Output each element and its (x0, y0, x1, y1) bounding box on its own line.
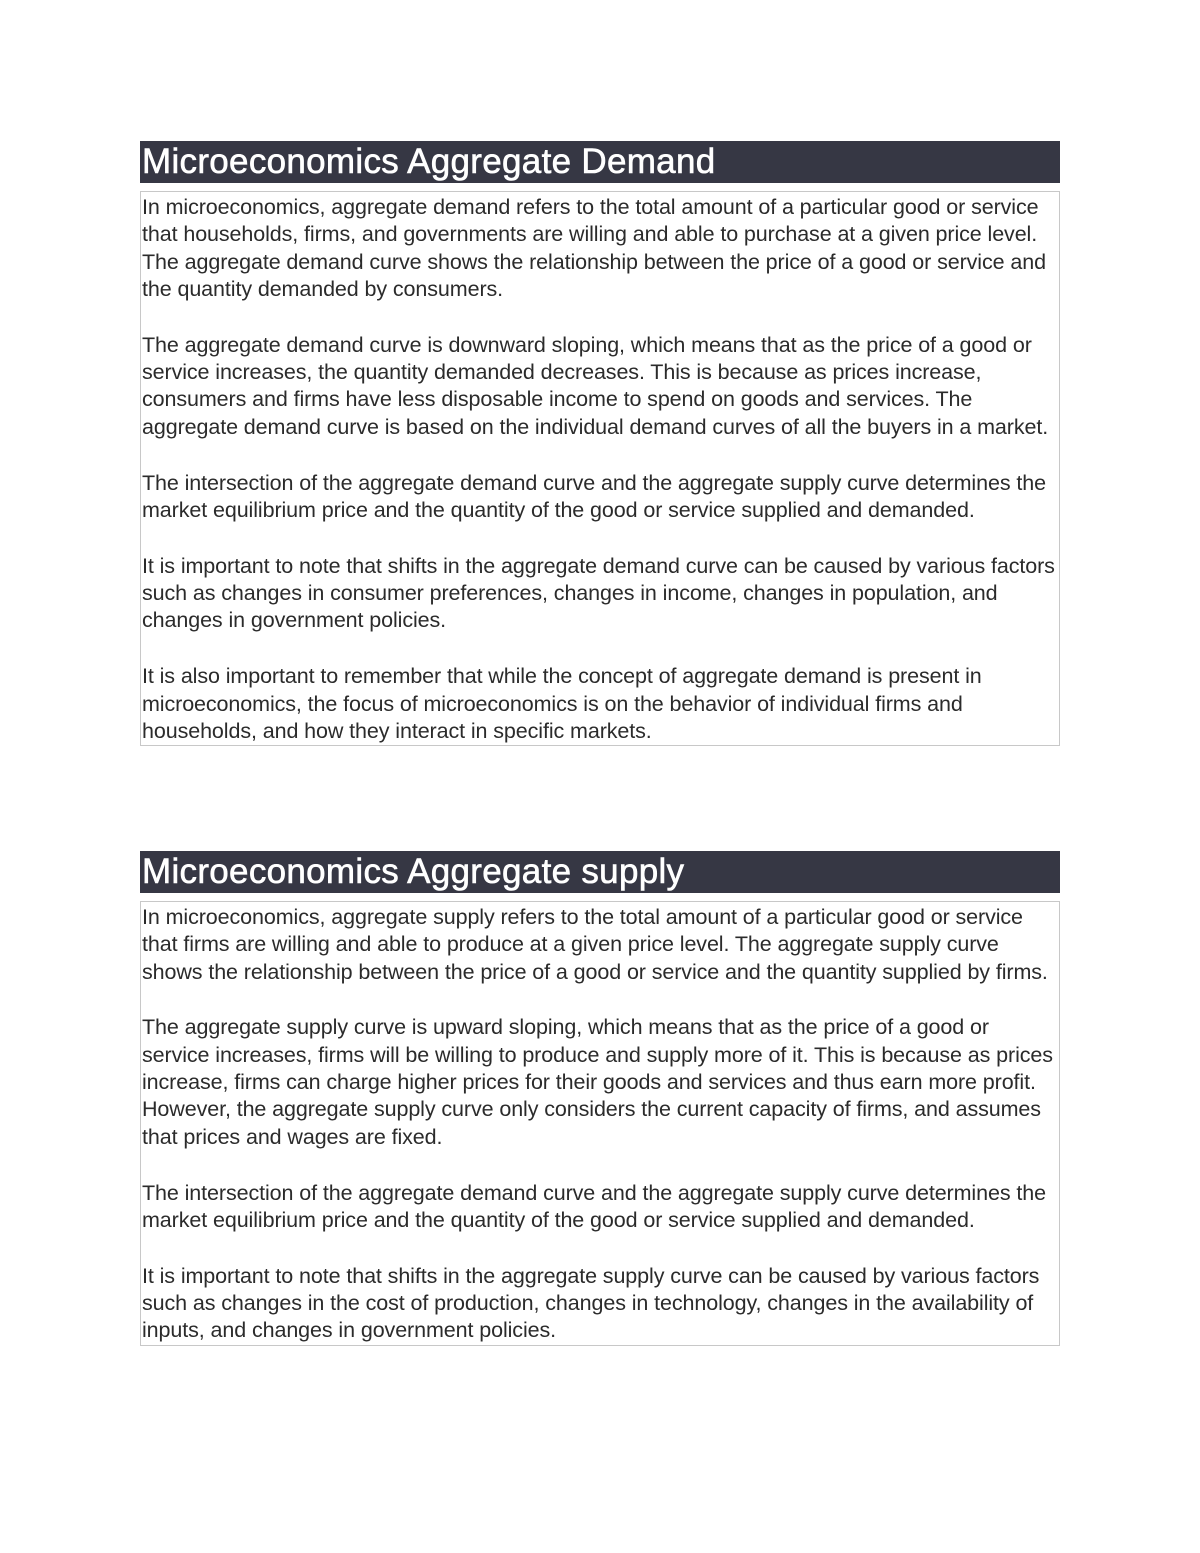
paragraph: It is important to note that shifts in the aggregate supply curve can be caused by various factors such as changes in the cost of production, changes in technology, changes in the availability of inputs, and changes in government policies. (142, 1263, 1040, 1343)
section-body (140, 191, 1060, 746)
section-heading: Microeconomics Aggregate Demand (140, 141, 1060, 183)
paragraph: The intersection of the aggregate demand curve and the aggregate supply curve determines the market equilibrium price and the quantity of the good or service supplied and demanded. (142, 1180, 1046, 1232)
paragraph: It is also important to remember that while the concept of aggregate demand is present in microeconomics, the focus of microeconomics is on the behavior of individual firms and households, and how they interact in specific markets. (142, 664, 982, 743)
section-heading: Microeconomics Aggregate supply (140, 851, 1060, 893)
paragraph: It is important to note that shifts in the aggregate demand curve can be caused by various factors such as changes in consumer preferences, changes in income, changes in population, and changes in government policies. (142, 553, 1055, 633)
section-aggregate-demand (140, 141, 1060, 746)
paragraph: The aggregate demand curve is downward sloping, which means that as the price of a good or service increases, the quantity demanded decreases. This is because as prices increase, consumers and firms have less disposable income to spend on goods and services. The aggregate demand curve is based on the individual demand curves of all the buyers in a market. (142, 332, 1049, 439)
paragraph: The intersection of the aggregate demand curve and the aggregate supply curve determines the market equilibrium price and the quantity of the good or service supplied and demanded. (142, 470, 1046, 522)
paragraph: In microeconomics, aggregate supply refers to the total amount of a particular good or service that firms are willing and able to produce at a given price level. The aggregate supply curve shows the relationship between the price of a good or service and the quantity supplied by firms. (142, 905, 1048, 984)
paragraph: In microeconomics, aggregate demand refers to the total amount of a particular good or service that households, firms, and governments are willing and able to purchase at a given price level. The aggregate demand curve shows the relationship between the price of a good or service and the quantity demanded by consumers. (142, 195, 1046, 301)
paragraph: The aggregate supply curve is upward sloping, which means that as the price of a good or service increases, firms will be willing to produce and supply more of it. This is because as prices increase, firms can charge higher prices for their goods and services and thus earn more profit. However, the aggregate supply curve only considers the current capacity of firms, and assumes that prices and wages are fixed. (142, 1015, 1053, 1149)
section-body (140, 901, 1060, 1346)
section-aggregate-supply (140, 851, 1060, 1346)
